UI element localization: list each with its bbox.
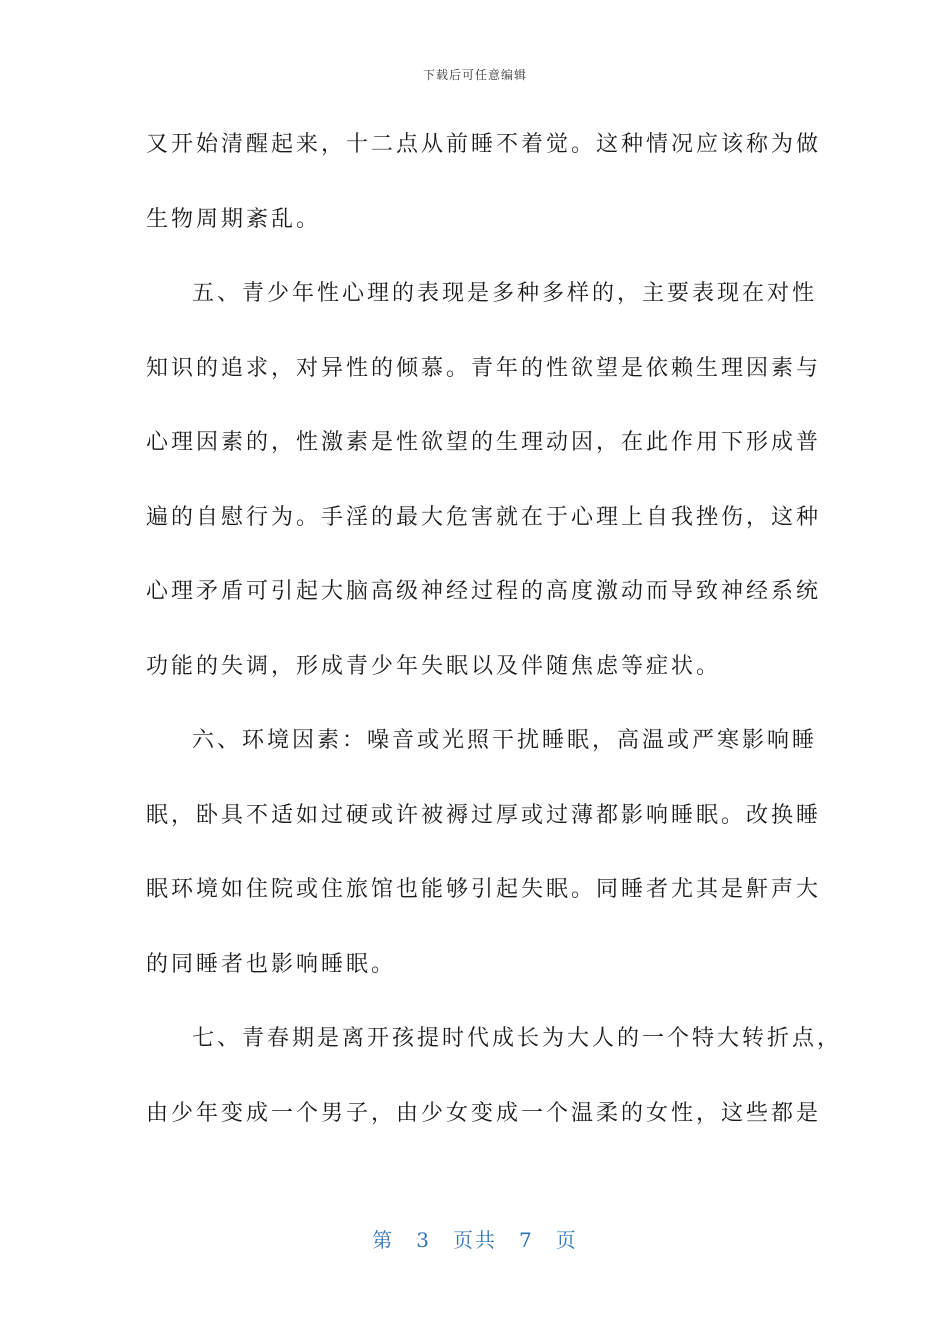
footer-middle: 页共 xyxy=(453,1228,497,1252)
text-line: 又开始清醒起来，十二点从前睡不着觉。这种情况应该称为做 xyxy=(146,132,822,157)
paragraph-six-start: 六、环境因素：噪音或光照干扰睡眠，高温或严寒影响睡 xyxy=(192,728,818,753)
text-line: 遍的自慰行为。手淫的最大危害就在于心理上自我挫伤，这种 xyxy=(146,504,822,530)
text-line: 功能的失调，形成青少年失眠以及伴随焦虑等症状。 xyxy=(146,653,722,679)
text-line: 心理矛盾可引起大脑高级神经过程的高度激动而导致神经系统 xyxy=(146,579,822,604)
document-body xyxy=(146,122,843,1165)
text-line: 生物周期紊乱。 xyxy=(146,206,322,232)
text-line: 眠环境如住院或住旅馆也能够引起失眠。同睡者尤其是鼾声大 xyxy=(146,877,822,902)
footer-prefix: 第 xyxy=(372,1228,395,1252)
text-line: 知识的追求，对异性的倾慕。青年的性欲望是依赖生理因素与 xyxy=(146,355,822,381)
total-pages-number: 7 xyxy=(519,1228,534,1252)
current-page-number: 3 xyxy=(416,1228,431,1252)
page-header: 下载后可任意编辑 xyxy=(422,68,527,82)
footer-suffix: 页 xyxy=(555,1228,578,1252)
text-line: 眠，卧具不适如过硬或许被褥过厚或过薄都影响睡眠。改换睡 xyxy=(146,802,822,828)
text-line: 心理因素的，性激素是性欲望的生理动因，在此作用下形成普 xyxy=(146,430,822,455)
text-line: 由少年变成一个男子，由少女变成一个温柔的女性，这些都是 xyxy=(146,1100,822,1126)
page-footer xyxy=(0,1224,950,1253)
paragraph-five-start: 五、青少年性心理的表现是多种多样的，主要表现在对性 xyxy=(192,281,818,306)
text-line: 的同睡者也影响睡眠。 xyxy=(146,951,397,977)
paragraph-seven-start: 七、青春期是离开孩提时代成长为大人的一个特大转折点， xyxy=(192,1026,843,1051)
